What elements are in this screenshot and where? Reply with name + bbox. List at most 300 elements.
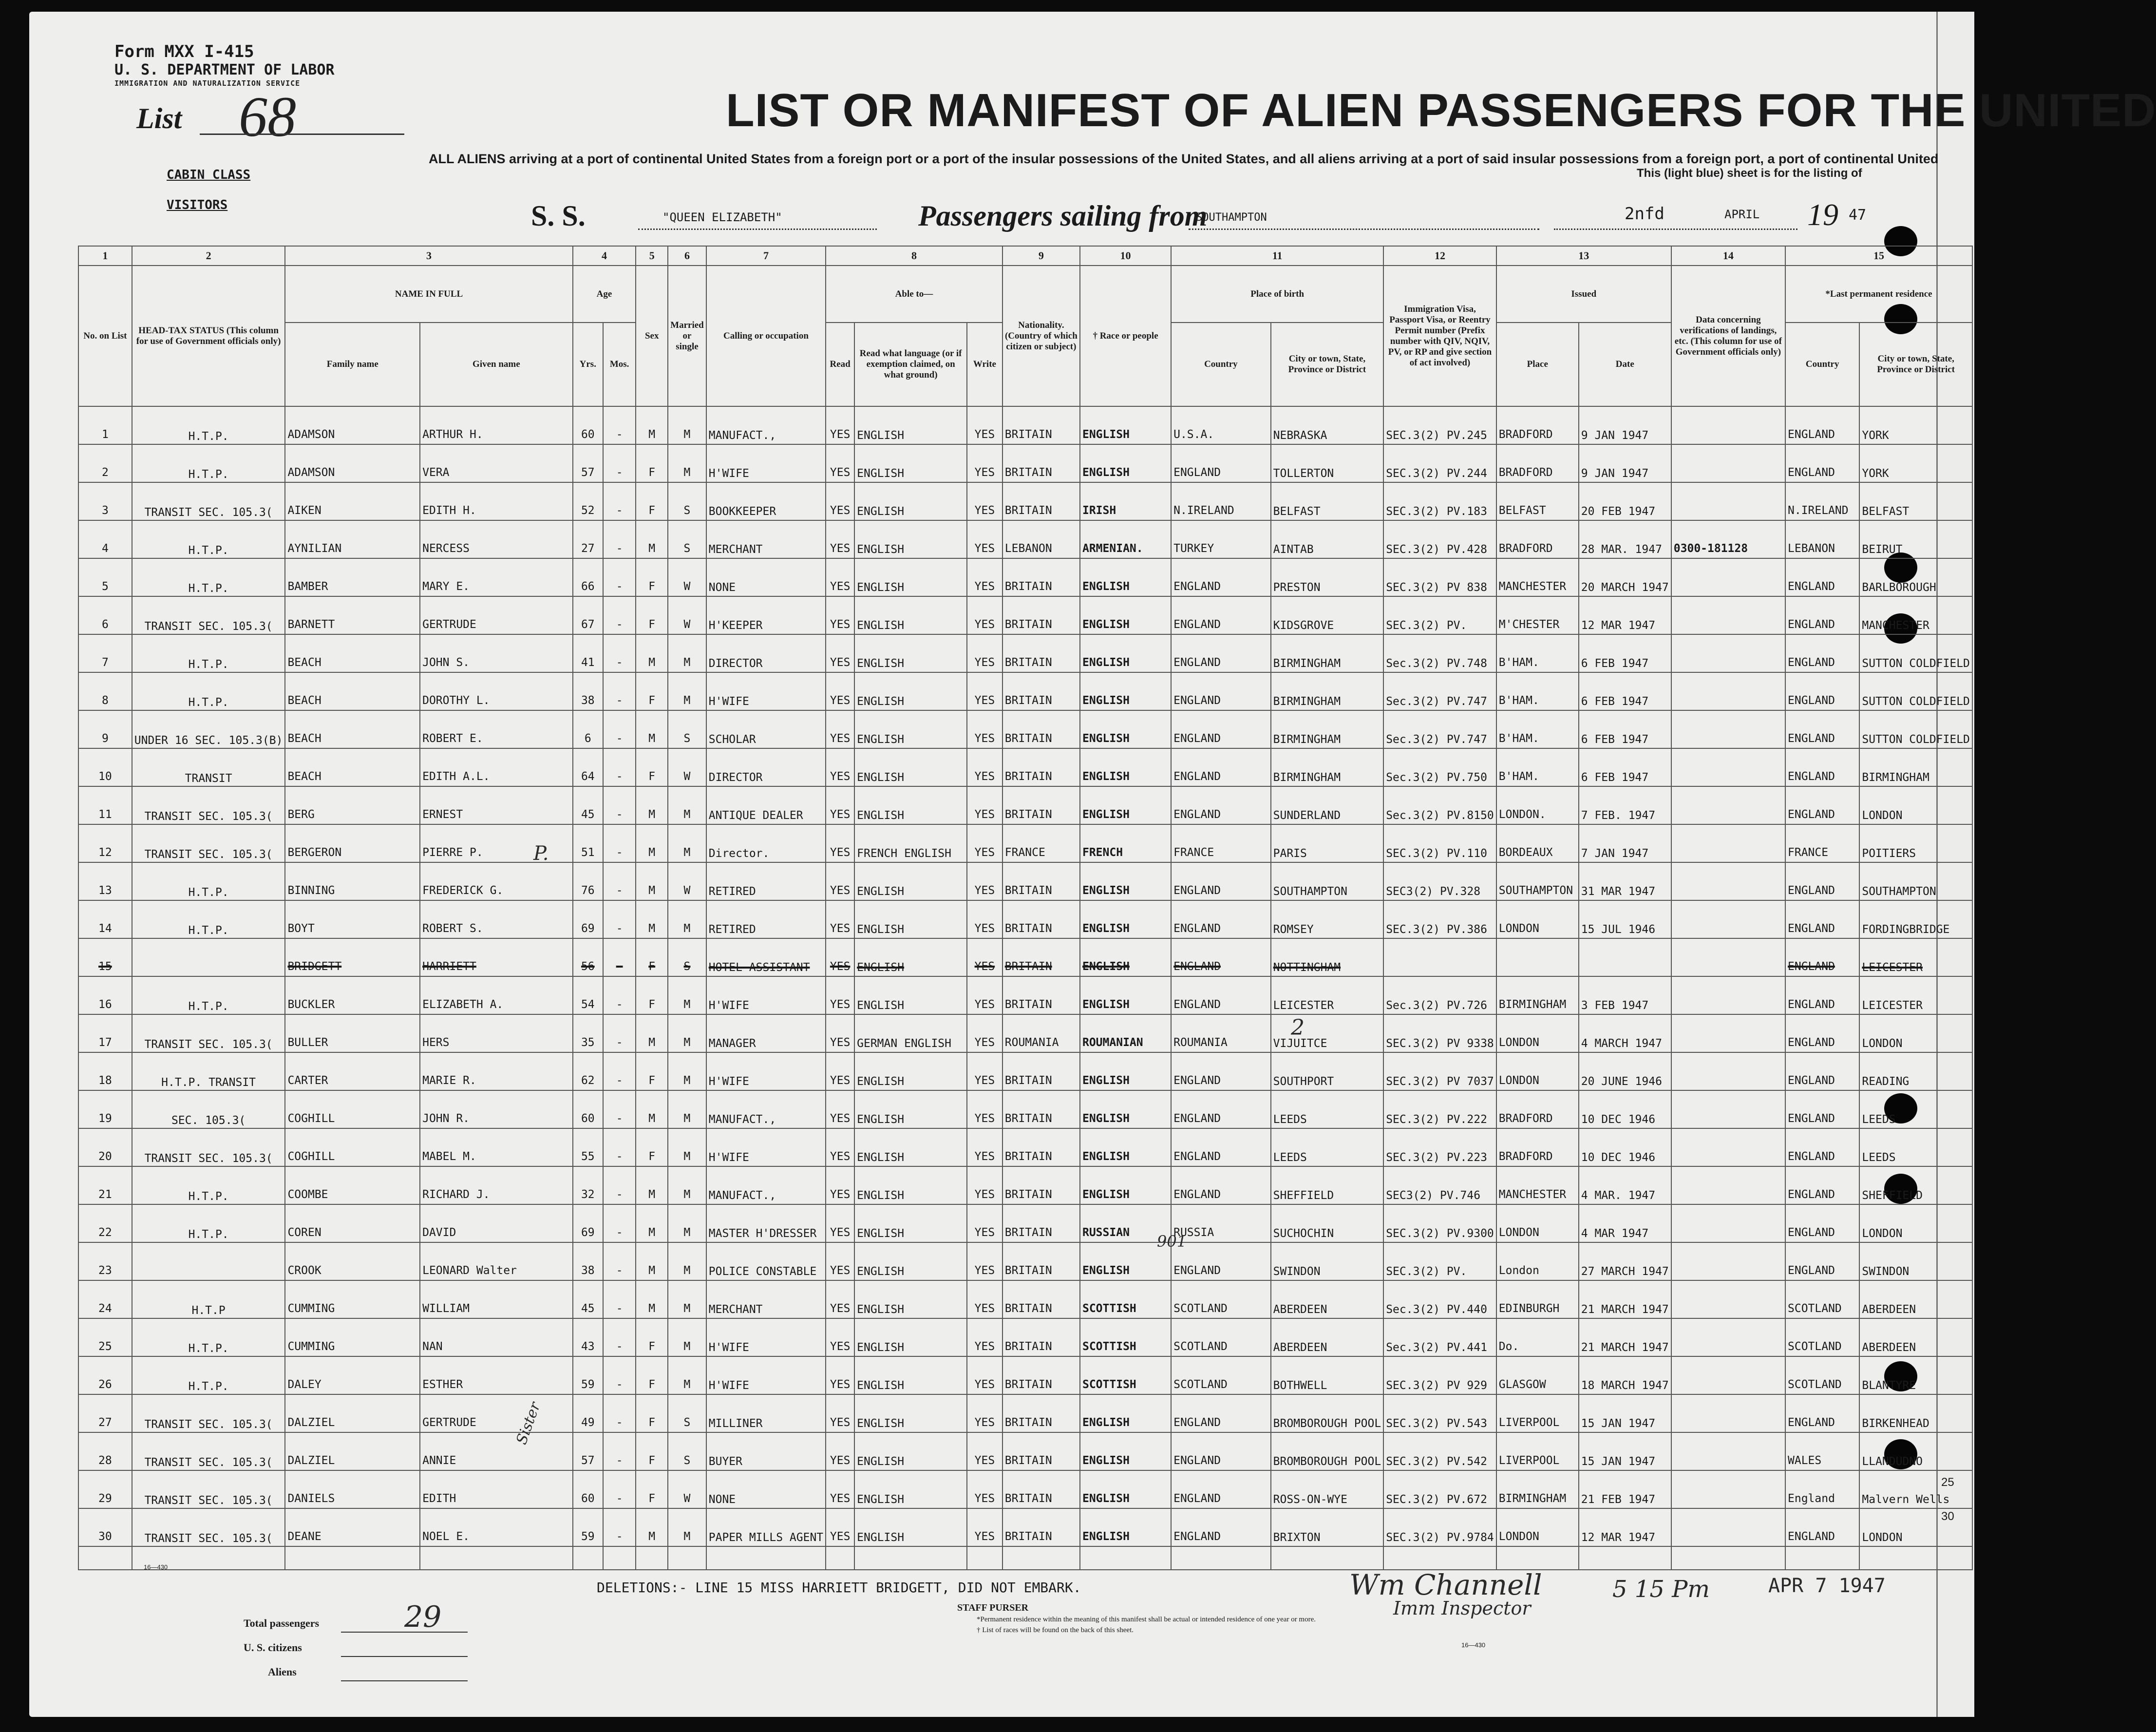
page-subtitle-note: This (light blue) sheet is for the listing of — [1637, 167, 1862, 180]
given-name: HARRIETT — [420, 938, 573, 976]
language: ENGLISH — [854, 748, 967, 786]
family-name: BEACH — [285, 710, 420, 748]
marital-status: M — [668, 406, 706, 444]
family-name: BERGERON — [285, 824, 420, 862]
ship-dotline — [638, 228, 877, 230]
cabin-class: CABIN CLASS — [167, 168, 251, 182]
marital-status: M — [668, 824, 706, 862]
residence-city: BEIRUT — [1859, 520, 1972, 558]
birth-country: ENGLAND — [1171, 976, 1271, 1014]
age-years: 67 — [573, 596, 603, 634]
residence-country: ENGLAND — [1785, 1014, 1859, 1052]
departure-port: SOUTHAMPTON — [1196, 211, 1267, 224]
verification-data — [1671, 596, 1785, 634]
passenger-no: 26 — [78, 1356, 132, 1394]
passenger-no: 11 — [78, 786, 132, 824]
occupation: H'WIFE — [706, 1128, 826, 1166]
family-name: COREN — [285, 1204, 420, 1242]
occupation: MERCHANT — [706, 520, 826, 558]
can-write: YES — [967, 786, 1002, 824]
marital-status: W — [668, 1470, 706, 1508]
department: U. S. DEPARTMENT OF LABOR — [114, 61, 335, 78]
verification-data — [1671, 406, 1785, 444]
language: ENGLISH — [854, 1356, 967, 1394]
birth-city: SUNDERLAND — [1271, 786, 1384, 824]
given-name: PIERRE P. — [420, 824, 573, 862]
residence-country: ENGLAND — [1785, 748, 1859, 786]
sailing-year-suffix: 47 — [1849, 207, 1867, 224]
table-row — [78, 1242, 1972, 1280]
marital-status: M — [668, 1052, 706, 1090]
colnum-5: 5 — [636, 246, 668, 266]
header-data-concerning: Data concerning verifications of landings, etc. (This column for use of Government officials only) — [1671, 266, 1785, 406]
colnum-11: 11 — [1171, 246, 1383, 266]
can-write: YES — [967, 1280, 1002, 1318]
issued-date: 21 FEB 1947 — [1579, 1470, 1671, 1508]
head-tax-status: H.T.P. — [132, 634, 285, 672]
birth-city: ABERDEEN — [1271, 1280, 1384, 1318]
visa-number: SEC3(2) PV.746 — [1383, 1166, 1496, 1204]
visa-number: SEC.3(2) PV.183 — [1383, 482, 1496, 520]
empty-cell — [1171, 1546, 1271, 1570]
head-tax-status: SEC. 105.3( — [132, 1090, 285, 1128]
marital-status: M — [668, 1166, 706, 1204]
verification-data — [1671, 634, 1785, 672]
table-row — [78, 482, 1972, 520]
nationality: BRITAIN — [1002, 1318, 1080, 1356]
sailing-year-prefix: 19 — [1807, 197, 1838, 232]
can-read: YES — [826, 558, 854, 596]
residence-country: England — [1785, 1470, 1859, 1508]
issued-date: 10 DEC 1946 — [1579, 1090, 1671, 1128]
language: ENGLISH — [854, 520, 967, 558]
port-dotline — [1189, 228, 1539, 230]
issued-place: B'HAM. — [1496, 634, 1579, 672]
residence-city: ABERDEEN — [1859, 1280, 1972, 1318]
can-write: YES — [967, 634, 1002, 672]
table-row — [78, 672, 1972, 710]
age-years: 51 — [573, 824, 603, 862]
birth-country: ENGLAND — [1171, 786, 1271, 824]
can-write: YES — [967, 406, 1002, 444]
empty-cell — [1496, 1546, 1579, 1570]
age-months: - — [603, 938, 636, 976]
given-name: ERNEST — [420, 786, 573, 824]
family-name: ADAMSON — [285, 406, 420, 444]
birth-country: ENGLAND — [1171, 1128, 1271, 1166]
occupation: MILLINER — [706, 1394, 826, 1432]
birth-city: BOTHWELL — [1271, 1356, 1384, 1394]
residence-city: SWINDON — [1859, 1242, 1972, 1280]
visa-number: SEC.3(2) PV.110 — [1383, 824, 1496, 862]
verification-data — [1671, 1394, 1785, 1432]
can-read: YES — [826, 824, 854, 862]
empty-cell — [1859, 1546, 1972, 1570]
passenger-no: 3 — [78, 482, 132, 520]
colnum-6: 6 — [668, 246, 706, 266]
nationality: BRITAIN — [1002, 938, 1080, 976]
nationality: BRITAIN — [1002, 1090, 1080, 1128]
language: ENGLISH — [854, 786, 967, 824]
head-tax-status: TRANSIT SEC. 105.3( — [132, 1432, 285, 1470]
header-mos: Mos. — [603, 323, 636, 406]
visa-number — [1383, 938, 1496, 976]
occupation: H'WIFE — [706, 672, 826, 710]
can-read: YES — [826, 710, 854, 748]
occupation: H'KEEPER — [706, 596, 826, 634]
visa-number: SEC.3(2) PV.222 — [1383, 1090, 1496, 1128]
race: ENGLISH — [1080, 1470, 1171, 1508]
birth-city: PARIS — [1271, 824, 1384, 862]
table-row — [78, 596, 1972, 634]
residence-city: SUTTON COLDFIELD — [1859, 710, 1972, 748]
colnum-4: 4 — [573, 246, 636, 266]
sex: M — [636, 710, 668, 748]
race: ENGLISH — [1080, 1090, 1171, 1128]
issued-place: BRADFORD — [1496, 444, 1579, 482]
family-name: BULLER — [285, 1014, 420, 1052]
header-age: Age — [573, 266, 636, 323]
issued-place: BELFAST — [1496, 482, 1579, 520]
visa-number: SEC3(2) PV.328 — [1383, 862, 1496, 900]
head-tax-status: H.T.P. — [132, 520, 285, 558]
issued-place: MANCHESTER — [1496, 558, 1579, 596]
language: ENGLISH — [854, 976, 967, 1014]
marital-status: M — [668, 1242, 706, 1280]
sex: F — [636, 748, 668, 786]
passenger-no: 13 — [78, 862, 132, 900]
verification-data — [1671, 1052, 1785, 1090]
verification-data — [1671, 1014, 1785, 1052]
header-res-country: Country — [1785, 323, 1859, 406]
issued-place: MANCHESTER — [1496, 1166, 1579, 1204]
residence-country: ENGLAND — [1785, 1090, 1859, 1128]
colnum-10: 10 — [1080, 246, 1171, 266]
can-read: YES — [826, 482, 854, 520]
sex: F — [636, 1432, 668, 1470]
language: ENGLISH — [854, 938, 967, 976]
visa-number: SEC.3(2) PV.245 — [1383, 406, 1496, 444]
race: ENGLISH — [1080, 1394, 1171, 1432]
birth-country: ENGLAND — [1171, 1470, 1271, 1508]
visa-number: Sec.3(2) PV.726 — [1383, 976, 1496, 1014]
passenger-no: 17 — [78, 1014, 132, 1052]
age-years: 69 — [573, 1204, 603, 1242]
birth-city: LEEDS — [1271, 1090, 1384, 1128]
colnum-12: 12 — [1383, 246, 1496, 266]
table-row — [78, 1204, 1972, 1242]
race: ENGLISH — [1080, 634, 1171, 672]
language: ENGLISH — [854, 1128, 967, 1166]
birth-city: SOUTHPORT — [1271, 1052, 1384, 1090]
nationality: BRITAIN — [1002, 1242, 1080, 1280]
race: ENGLISH — [1080, 1052, 1171, 1090]
annotation-two: 2 — [1291, 1015, 1305, 1040]
residence-city: BLANTYRE — [1859, 1356, 1972, 1394]
residence-city: BIRKENHEAD — [1859, 1394, 1972, 1432]
staff-purser: STAFF PURSER — [957, 1602, 1029, 1613]
age-months: - — [603, 444, 636, 482]
residence-country: ENGLAND — [1785, 862, 1859, 900]
can-write: YES — [967, 748, 1002, 786]
nationality: BRITAIN — [1002, 1508, 1080, 1546]
sex: F — [636, 1470, 668, 1508]
visa-number: Sec.3(2) PV.440 — [1383, 1280, 1496, 1318]
age-years: 66 — [573, 558, 603, 596]
family-name: CUMMING — [285, 1318, 420, 1356]
age-months: - — [603, 1432, 636, 1470]
age-months: - — [603, 1356, 636, 1394]
issued-place: B'HAM. — [1496, 672, 1579, 710]
inspection-time: 5 15 Pm — [1612, 1576, 1710, 1603]
age-years: 64 — [573, 748, 603, 786]
head-tax-status: TRANSIT SEC. 105.3( — [132, 1470, 285, 1508]
can-read: YES — [826, 672, 854, 710]
residence-city: MANCHESTER — [1859, 596, 1972, 634]
given-name: GERTRUDE — [420, 1394, 573, 1432]
age-months: - — [603, 1052, 636, 1090]
can-write: YES — [967, 672, 1002, 710]
table-row — [78, 862, 1972, 900]
header-given-name: Given name — [420, 323, 573, 406]
language: ENGLISH — [854, 1090, 967, 1128]
age-years: 56 — [573, 938, 603, 976]
race: SCOTTISH — [1080, 1356, 1171, 1394]
verification-data — [1671, 482, 1785, 520]
issued-place: BRADFORD — [1496, 520, 1579, 558]
ship-name: "QUEEN ELIZABETH" — [662, 210, 782, 224]
verification-data — [1671, 862, 1785, 900]
passenger-no: 28 — [78, 1432, 132, 1470]
sex: F — [636, 1356, 668, 1394]
verification-data — [1671, 786, 1785, 824]
total-passengers-value: 29 — [404, 1600, 442, 1634]
issued-place: M'CHESTER — [1496, 596, 1579, 634]
sex: M — [636, 1166, 668, 1204]
empty-cell — [285, 1546, 420, 1570]
citizens-line — [341, 1656, 468, 1657]
marital-status: M — [668, 1318, 706, 1356]
age-years: 6 — [573, 710, 603, 748]
residence-city: YORK — [1859, 444, 1972, 482]
list-label: List — [136, 102, 182, 134]
birth-country: ENGLAND — [1171, 444, 1271, 482]
visitors-label: VISITORS — [167, 198, 228, 212]
birth-country: N.IRELAND — [1171, 482, 1271, 520]
nationality: BRITAIN — [1002, 634, 1080, 672]
issued-place: LONDON — [1496, 1052, 1579, 1090]
birth-country: ENGLAND — [1171, 1508, 1271, 1546]
marital-status: M — [668, 1280, 706, 1318]
language: ENGLISH — [854, 1242, 967, 1280]
marital-status: S — [668, 710, 706, 748]
sex: F — [636, 672, 668, 710]
visa-number: SEC.3(2) PV 7037 — [1383, 1052, 1496, 1090]
header-no-on-list: No. on List — [78, 266, 132, 406]
residence-city: LEICESTER — [1859, 976, 1972, 1014]
residence-city: LEEDS — [1859, 1128, 1972, 1166]
residence-city: LLANDUDNO — [1859, 1432, 1972, 1470]
sailing-label: Passengers sailing from — [918, 200, 1208, 232]
can-write: YES — [967, 1204, 1002, 1242]
residence-country: SCOTLAND — [1785, 1356, 1859, 1394]
verification-data — [1671, 1204, 1785, 1242]
occupation: PAPER MILLS AGENT — [706, 1508, 826, 1546]
birth-country: SCOTLAND — [1171, 1318, 1271, 1356]
age-years: 41 — [573, 634, 603, 672]
birth-city: BROMBOROUGH POOL — [1271, 1394, 1384, 1432]
residence-city: POITIERS — [1859, 824, 1972, 862]
language: ENGLISH — [854, 1394, 967, 1432]
occupation: MASTER H'DRESSER — [706, 1204, 826, 1242]
age-years: 45 — [573, 1280, 603, 1318]
issued-place: BIRMINGHAM — [1496, 976, 1579, 1014]
issued-date: 15 JUL 1946 — [1579, 900, 1671, 938]
residence-city: ABERDEEN — [1859, 1318, 1972, 1356]
family-name: BEACH — [285, 748, 420, 786]
issued-date: 12 MAR 1947 — [1579, 596, 1671, 634]
residence-city: SUTTON COLDFIELD — [1859, 634, 1972, 672]
marital-status: S — [668, 1432, 706, 1470]
birth-city: BIRMINGHAM — [1271, 672, 1384, 710]
family-name: BINNING — [285, 862, 420, 900]
sex: F — [636, 596, 668, 634]
given-name: RICHARD J. — [420, 1166, 573, 1204]
issued-place: BRADFORD — [1496, 1090, 1579, 1128]
given-name: NERCESS — [420, 520, 573, 558]
language: ENGLISH — [854, 1432, 967, 1470]
residence-country: ENGLAND — [1785, 976, 1859, 1014]
table-row — [78, 786, 1972, 824]
verification-data — [1671, 1128, 1785, 1166]
age-years: 45 — [573, 786, 603, 824]
age-years: 60 — [573, 406, 603, 444]
residence-country: ENGLAND — [1785, 634, 1859, 672]
given-name: GERTRUDE — [420, 596, 573, 634]
issued-place: GLASGOW — [1496, 1356, 1579, 1394]
annotation-sister: Sister — [513, 1400, 544, 1447]
can-read: YES — [826, 1128, 854, 1166]
can-write: YES — [967, 862, 1002, 900]
head-tax-status: TRANSIT SEC. 105.3( — [132, 482, 285, 520]
sex: F — [636, 1318, 668, 1356]
head-tax-status: H.T.P. — [132, 1166, 285, 1204]
birth-country: ENGLAND — [1171, 900, 1271, 938]
can-read: YES — [826, 1204, 854, 1242]
occupation: ANTIQUE DEALER — [706, 786, 826, 824]
occupation: H'WIFE — [706, 1356, 826, 1394]
marital-status: S — [668, 1394, 706, 1432]
birth-city: SOUTHAMPTON — [1271, 862, 1384, 900]
can-read: YES — [826, 1014, 854, 1052]
family-name: DANIELS — [285, 1470, 420, 1508]
head-tax-status: H.T.P. — [132, 444, 285, 482]
nationality: BRITAIN — [1002, 1432, 1080, 1470]
occupation: Director. — [706, 824, 826, 862]
birth-city: ABERDEEN — [1271, 1318, 1384, 1356]
colnum-7: 7 — [706, 246, 826, 266]
birth-city: PRESTON — [1271, 558, 1384, 596]
header-head-tax: HEAD-TAX STATUS (This column for use of Government officials only) — [132, 266, 285, 406]
race: SCOTTISH — [1080, 1318, 1171, 1356]
table-row — [78, 900, 1972, 938]
age-months: - — [603, 900, 636, 938]
sex: F — [636, 976, 668, 1014]
passenger-no: 12 — [78, 824, 132, 862]
header-write: Write — [967, 323, 1002, 406]
birth-city: VIJUITCE — [1271, 1014, 1384, 1052]
family-name: COOMBE — [285, 1166, 420, 1204]
table-row — [78, 976, 1972, 1014]
language: GERMAN ENGLISH — [854, 1014, 967, 1052]
visa-number: SEC.3(2) PV. — [1383, 1242, 1496, 1280]
list-number: 68 — [239, 85, 296, 149]
birth-country: ROUMANIA — [1171, 1014, 1271, 1052]
nationality: BRITAIN — [1002, 900, 1080, 938]
table-row — [78, 710, 1972, 748]
age-months: - — [603, 1280, 636, 1318]
family-name: DALZIEL — [285, 1432, 420, 1470]
language: ENGLISH — [854, 1204, 967, 1242]
colnum-13: 13 — [1496, 246, 1671, 266]
head-tax-status: TRANSIT SEC. 105.3( — [132, 1014, 285, 1052]
total-line — [341, 1632, 468, 1633]
nationality: FRANCE — [1002, 824, 1080, 862]
residence-city: LONDON — [1859, 1508, 1972, 1546]
birth-city: BIRMINGHAM — [1271, 634, 1384, 672]
verification-data — [1671, 1166, 1785, 1204]
race: ENGLISH — [1080, 1432, 1171, 1470]
head-tax-status: H.T.P. — [132, 900, 285, 938]
department-sub: IMMIGRATION AND NATURALIZATION SERVICE — [114, 79, 301, 88]
marital-status: M — [668, 900, 706, 938]
given-name: ARTHUR H. — [420, 406, 573, 444]
sex: M — [636, 1014, 668, 1052]
age-months: - — [603, 1166, 636, 1204]
head-tax-status: H.T.P. — [132, 558, 285, 596]
header-res-city: City or town, State, Province or District — [1859, 323, 1972, 406]
visa-number: Sec.3(2) PV.441 — [1383, 1318, 1496, 1356]
birth-country: ENGLAND — [1171, 1394, 1271, 1432]
issued-date: 28 MAR. 1947 — [1579, 520, 1671, 558]
given-name: VERA — [420, 444, 573, 482]
head-tax-status: H.T.P. — [132, 1356, 285, 1394]
can-write: YES — [967, 1394, 1002, 1432]
header-language: Read what language (or if exemption claimed, on what ground) — [854, 323, 967, 406]
empty-cell — [420, 1546, 573, 1570]
verification-data — [1671, 976, 1785, 1014]
issued-date: 6 FEB 1947 — [1579, 634, 1671, 672]
can-write: YES — [967, 444, 1002, 482]
given-name: ESTHER — [420, 1356, 573, 1394]
given-name: DAVID — [420, 1204, 573, 1242]
residence-country: WALES — [1785, 1432, 1859, 1470]
can-write: YES — [967, 596, 1002, 634]
age-years: 59 — [573, 1356, 603, 1394]
age-months: - — [603, 1394, 636, 1432]
residence-country: ENGLAND — [1785, 406, 1859, 444]
can-read: YES — [826, 1166, 854, 1204]
birth-country: ENGLAND — [1171, 1052, 1271, 1090]
birth-city: ROSS-ON-WYE — [1271, 1470, 1384, 1508]
marital-status: M — [668, 634, 706, 672]
aliens-line — [341, 1680, 468, 1681]
given-name: NAN — [420, 1318, 573, 1356]
residence-country: LEBANON — [1785, 520, 1859, 558]
family-name: COGHILL — [285, 1128, 420, 1166]
issued-place: BIRMINGHAM — [1496, 1470, 1579, 1508]
verification-data — [1671, 938, 1785, 976]
